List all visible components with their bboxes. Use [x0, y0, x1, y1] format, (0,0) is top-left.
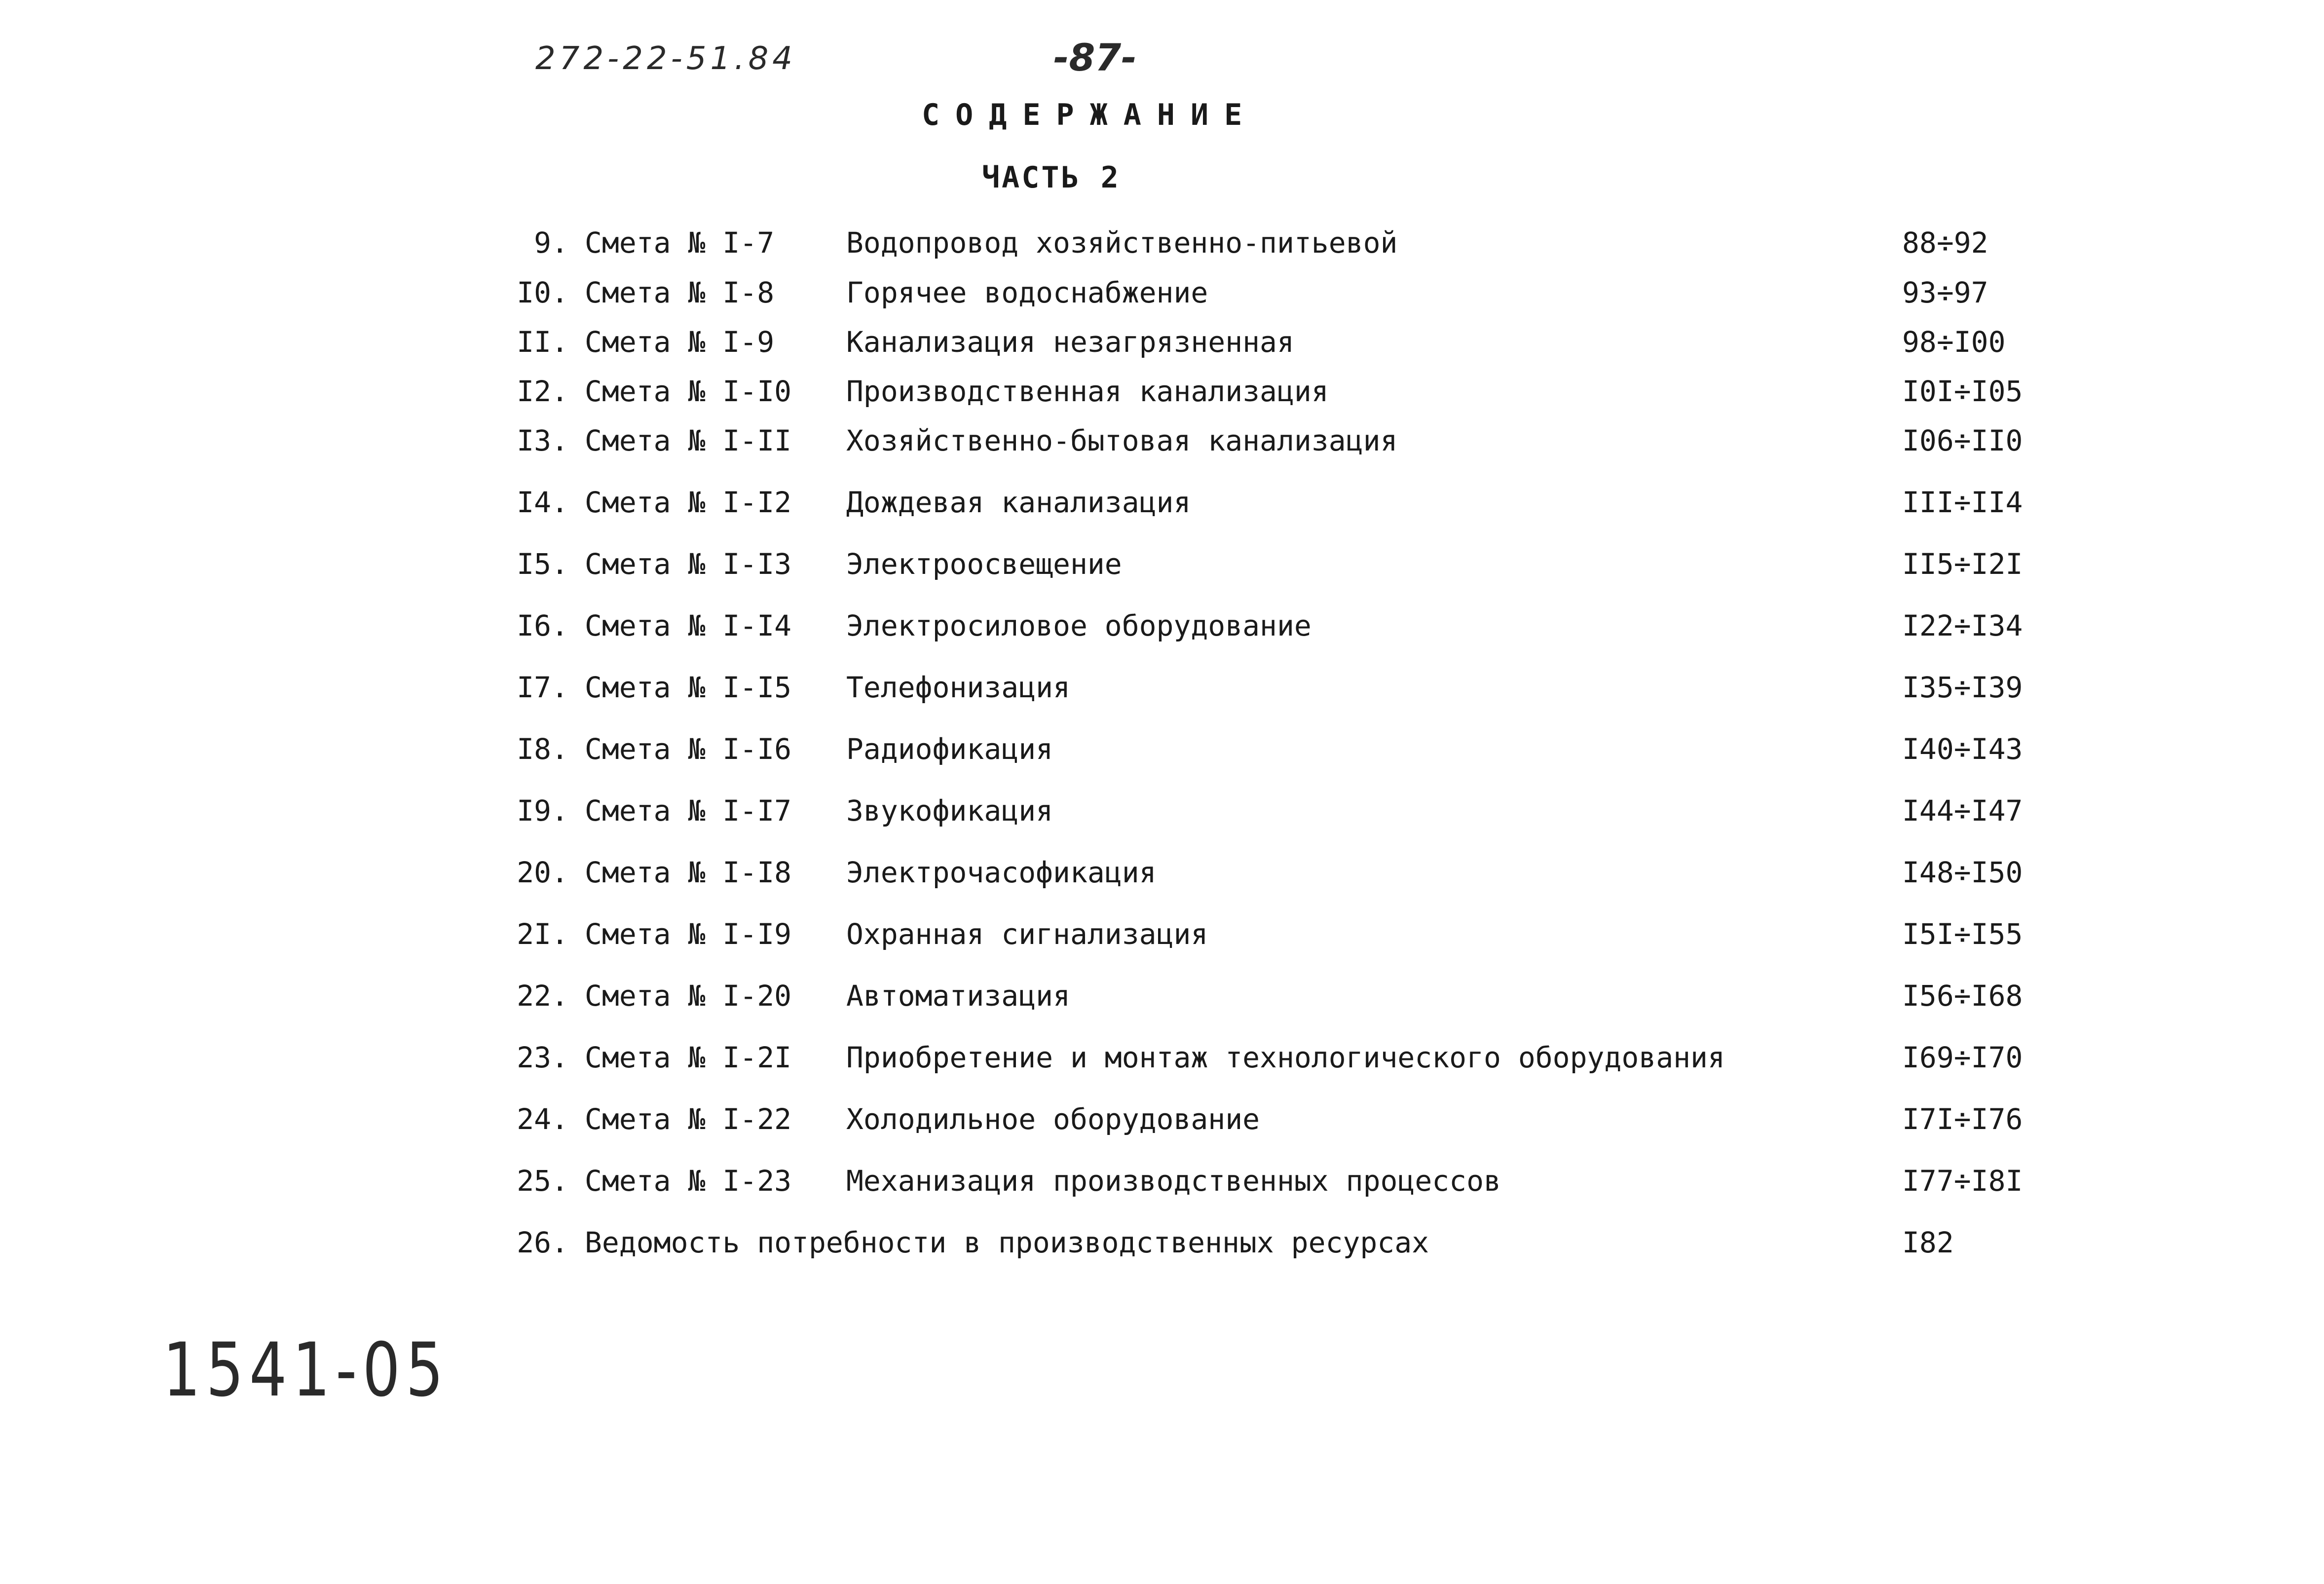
- page-title: СОДЕРЖАНИЕ: [922, 98, 1258, 132]
- toc-row-number: 26.: [517, 1226, 568, 1259]
- toc-row-number: I5.: [517, 547, 568, 581]
- toc-row-estimate: Смета № I-I6: [585, 732, 792, 766]
- toc-row-estimate: Смета № I-23: [585, 1164, 792, 1198]
- toc-row-section: Ведомость потребности в производственных ресурсах: [585, 1226, 1429, 1259]
- toc-row-pages: I06÷II0: [1902, 424, 2023, 457]
- toc-row-pages: I48÷I50: [1902, 856, 2023, 889]
- document-code: 272-22-51.84: [535, 40, 796, 77]
- toc-row-number: I8.: [517, 732, 568, 766]
- toc-row-pages: I35÷I39: [1902, 671, 2023, 704]
- toc-row-pages: 93÷97: [1902, 276, 1988, 309]
- toc-row-number: I2.: [517, 375, 568, 408]
- toc-row-estimate: Смета № I-I2: [585, 486, 792, 519]
- toc-row: [0, 544, 2324, 584]
- toc-row-pages: 88÷92: [1902, 226, 1988, 260]
- toc-row-estimate: Смета № I-I5: [585, 671, 792, 704]
- toc-row-number: II.: [517, 325, 568, 359]
- toc-row: [0, 1161, 2324, 1201]
- toc-row-number: 23.: [517, 1041, 568, 1074]
- toc-row-section: Автоматизация: [846, 979, 1070, 1013]
- toc-row-section: Приобретение и монтаж технологического оборудования: [846, 1041, 1725, 1074]
- toc-row-number: 24.: [517, 1102, 568, 1136]
- toc-row-pages: I69÷I70: [1902, 1041, 2023, 1074]
- toc-row-pages: II5÷I2I: [1902, 547, 2023, 581]
- toc-row-pages: 98÷I00: [1902, 325, 2006, 359]
- toc-row-number: 9.: [534, 226, 568, 260]
- toc-row: [0, 1038, 2324, 1077]
- toc-row-section: Дождевая канализация: [846, 486, 1191, 519]
- toc-row: [0, 483, 2324, 522]
- toc-row: [0, 273, 2324, 312]
- toc-row-pages: I40÷I43: [1902, 732, 2023, 766]
- toc-row-number: 20.: [517, 856, 568, 889]
- toc-row-estimate: Смета № I-I3: [585, 547, 792, 581]
- toc-row-pages: I22÷I34: [1902, 609, 2023, 642]
- toc-row-pages: I5I÷I55: [1902, 917, 2023, 951]
- toc-row-number: I7.: [517, 671, 568, 704]
- toc-row-section: Механизация производственных процессов: [846, 1164, 1501, 1198]
- toc-row-section: Телефонизация: [846, 671, 1070, 704]
- page-number: -87-: [1053, 36, 1137, 79]
- toc-row-section: Горячее водоснабжение: [846, 276, 1208, 309]
- toc-row: [0, 1223, 2324, 1262]
- toc-row: [0, 1099, 2324, 1139]
- toc-row: [0, 914, 2324, 954]
- toc-row-number: 22.: [517, 979, 568, 1013]
- toc-row: [0, 421, 2324, 460]
- toc-row-estimate: Смета № I-II: [585, 424, 792, 457]
- archive-number: 1541-05: [163, 1327, 449, 1413]
- toc-row-section: Звукофикация: [846, 794, 1053, 828]
- toc-row: [0, 223, 2324, 263]
- toc-row-estimate: Смета № I-22: [585, 1102, 792, 1136]
- toc-row-number: 25.: [517, 1164, 568, 1198]
- toc-row-number: I3.: [517, 424, 568, 457]
- toc-row-estimate: Смета № I-7: [585, 226, 775, 260]
- toc-row-section: Холодильное оборудование: [846, 1102, 1260, 1136]
- toc-row-estimate: Смета № I-I8: [585, 856, 792, 889]
- toc-row-estimate: Смета № I-I4: [585, 609, 792, 642]
- toc-row-section: Хозяйственно-бытовая канализация: [846, 424, 1398, 457]
- toc-row-section: Электроосвещение: [846, 547, 1122, 581]
- toc-row-section: Электрочасофикация: [846, 856, 1157, 889]
- toc-row-number: I6.: [517, 609, 568, 642]
- toc-row-pages: III÷II4: [1902, 486, 2023, 519]
- toc-row-number: I4.: [517, 486, 568, 519]
- toc-row-section: Охранная сигнализация: [846, 917, 1208, 951]
- toc-row: [0, 322, 2324, 362]
- toc-row: [0, 853, 2324, 892]
- toc-row-section: Производственная канализация: [846, 375, 1329, 408]
- toc-row-number: 2I.: [517, 917, 568, 951]
- toc-row: [0, 372, 2324, 411]
- toc-row-estimate: Смета № I-8: [585, 276, 775, 309]
- toc-row-pages: I44÷I47: [1902, 794, 2023, 828]
- toc-row: [0, 976, 2324, 1016]
- page-subtitle: ЧАСТЬ 2: [982, 160, 1121, 195]
- toc-row: [0, 668, 2324, 707]
- toc-row-number: I0.: [517, 276, 568, 309]
- toc-row-section: Водопровод хозяйственно-питьевой: [846, 226, 1398, 260]
- toc-row-estimate: Смета № I-I7: [585, 794, 792, 828]
- toc-row-estimate: Смета № I-I9: [585, 917, 792, 951]
- toc-row-pages: I82: [1902, 1226, 1954, 1259]
- toc-row: [0, 791, 2324, 830]
- toc-row-estimate: Смета № I-20: [585, 979, 792, 1013]
- toc-row-estimate: Смета № I-I0: [585, 375, 792, 408]
- toc-row-section: Радиофикация: [846, 732, 1053, 766]
- toc-row-pages: I0I÷I05: [1902, 375, 2023, 408]
- toc-row: [0, 729, 2324, 769]
- toc-row: [0, 606, 2324, 645]
- toc-row-estimate: Смета № I-9: [585, 325, 775, 359]
- toc-row-section: Канализация незагрязненная: [846, 325, 1294, 359]
- toc-row-pages: I7I÷I76: [1902, 1102, 2023, 1136]
- toc-row-pages: I56÷I68: [1902, 979, 2023, 1013]
- toc-row-pages: I77÷I8I: [1902, 1164, 2023, 1198]
- toc-row-section: Электросиловое оборудование: [846, 609, 1312, 642]
- toc-row-estimate: Смета № I-2I: [585, 1041, 792, 1074]
- toc-row-number: I9.: [517, 794, 568, 828]
